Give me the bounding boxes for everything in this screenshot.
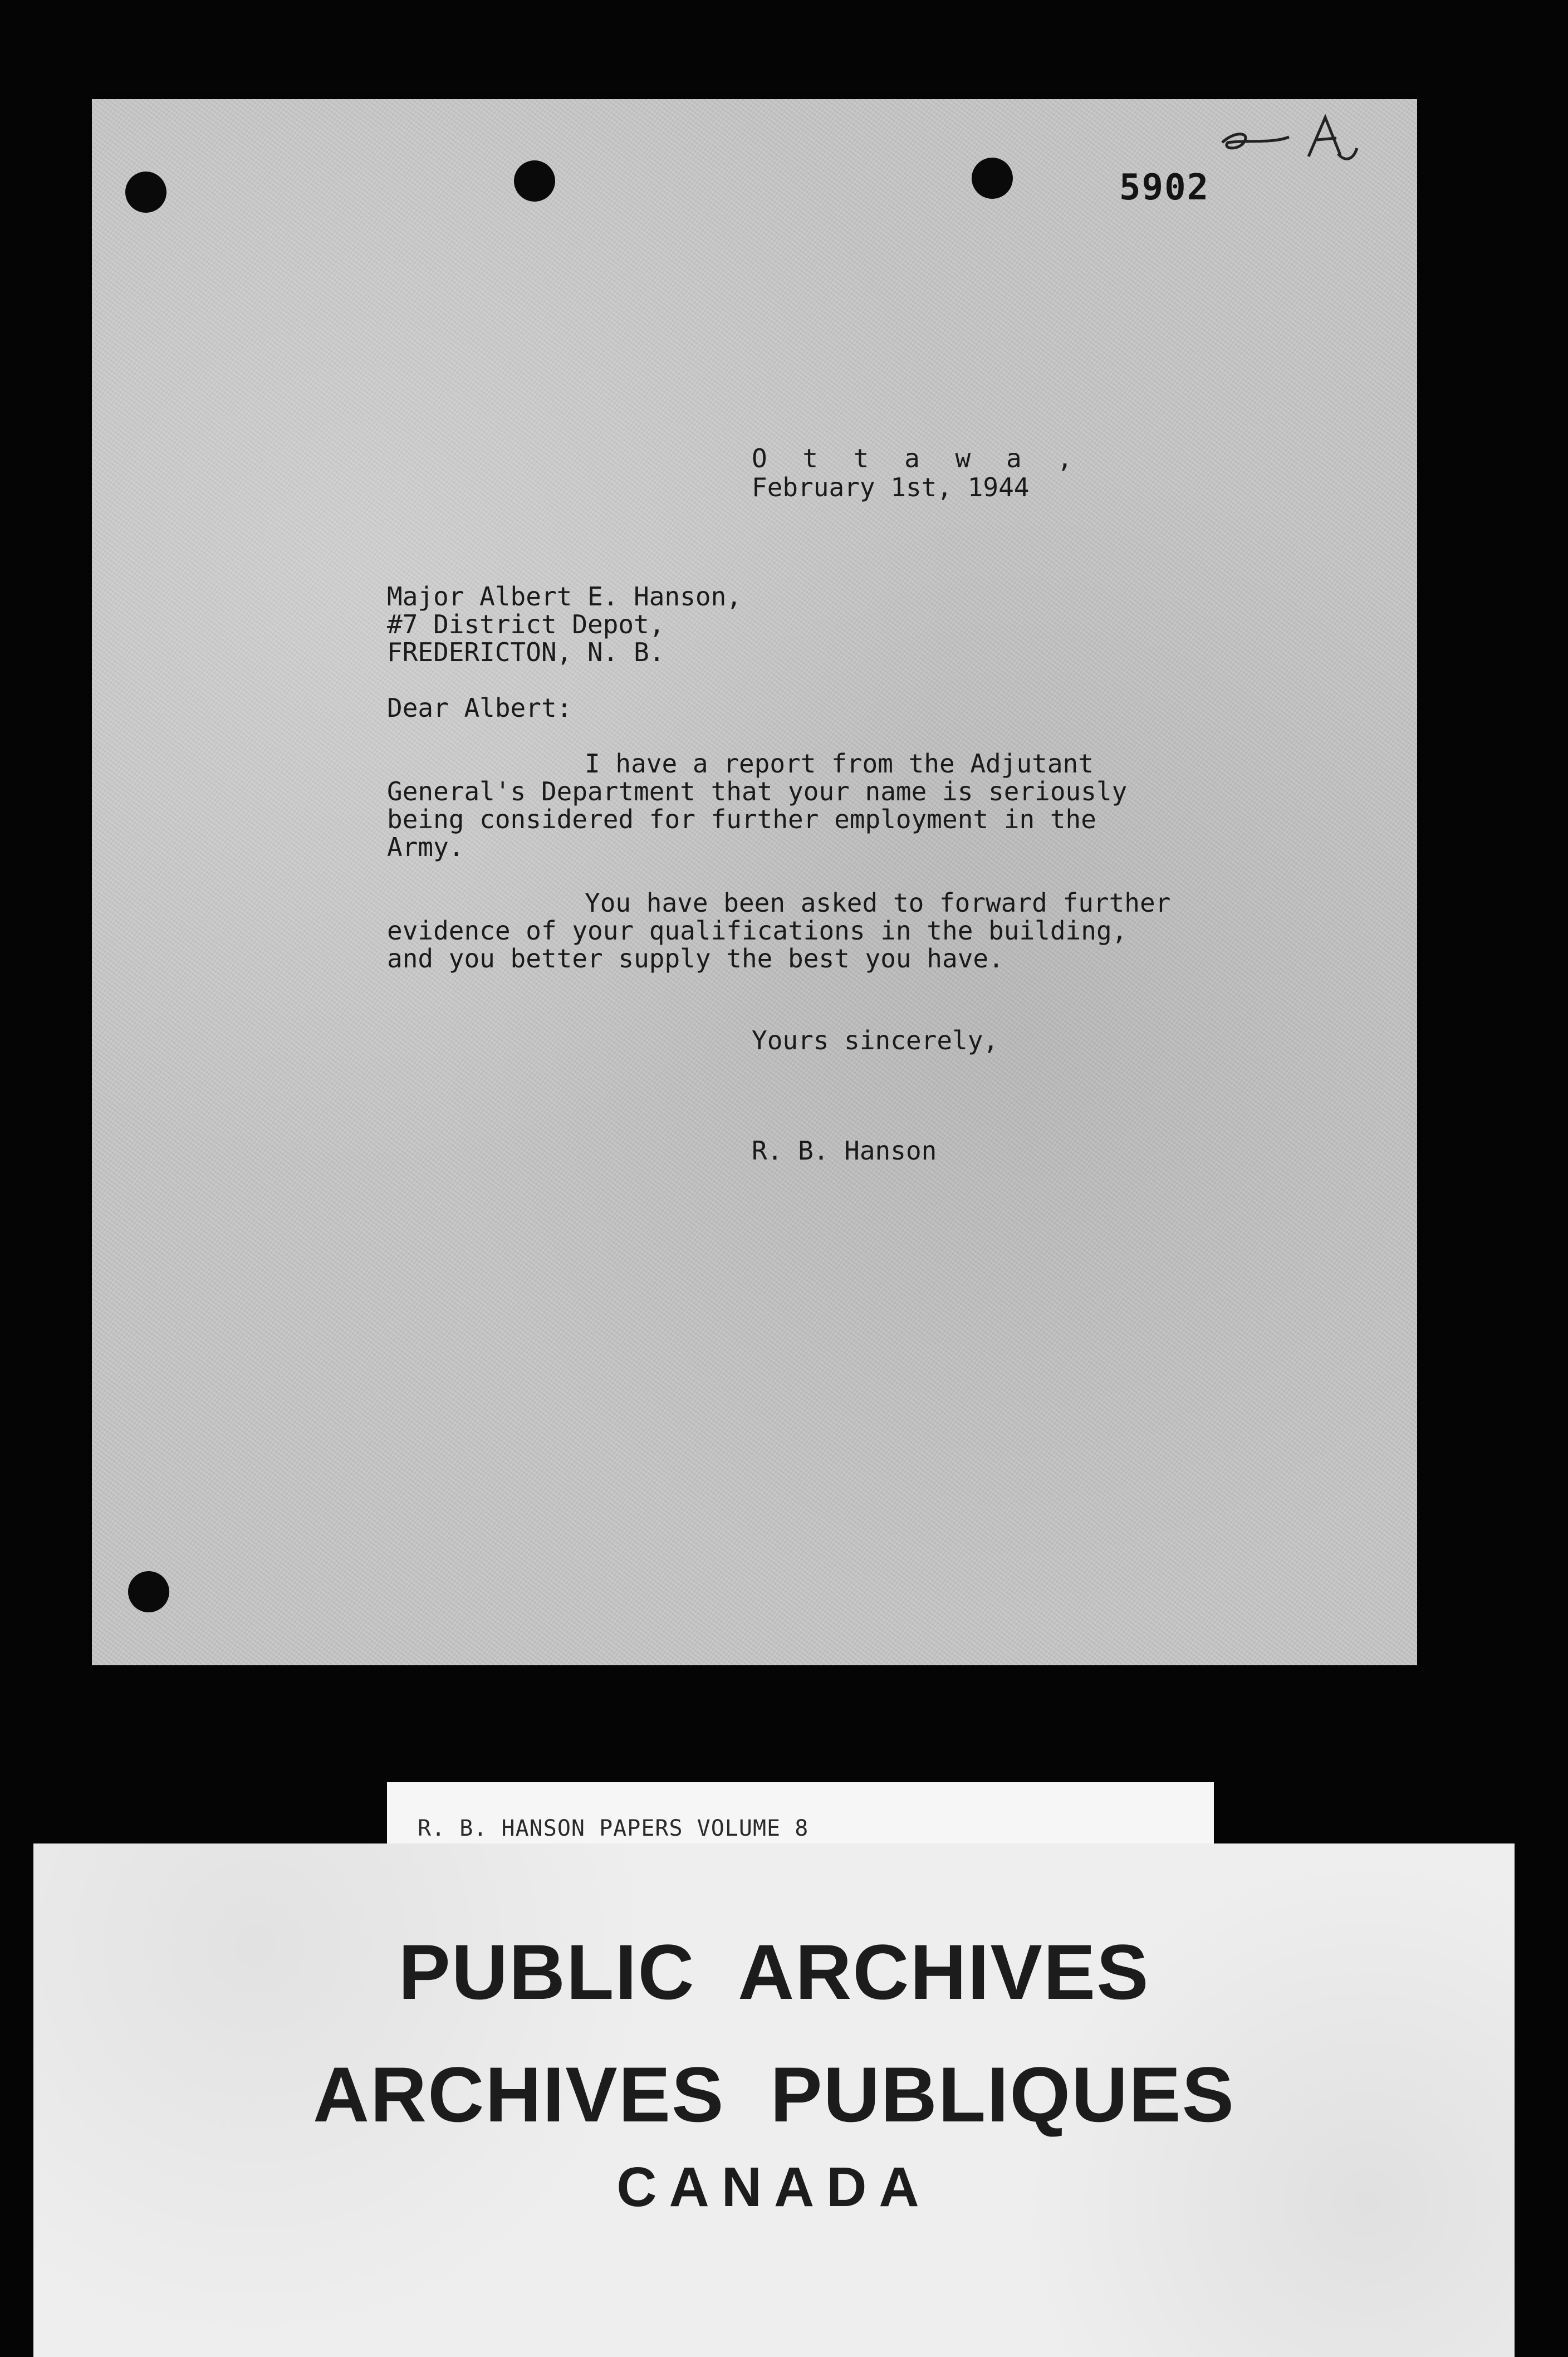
punch-hole — [125, 172, 166, 213]
letter-place: O t t a w a , — [752, 443, 1083, 473]
body-line: evidence of your qualifications in the building, — [387, 916, 1128, 946]
body-line: Army. — [387, 832, 464, 862]
body-line: I have a report from the Adjutant — [585, 749, 1094, 779]
recipient-depot: #7 District Depot, — [387, 609, 665, 639]
volume-label — [387, 1782, 1214, 1843]
body-line: being considered for further employment in the — [387, 804, 1096, 834]
closing: Yours sincerely, — [752, 1025, 999, 1055]
salutation: Dear Albert: — [387, 693, 572, 723]
archives-title-fr: ARCHIVES PUBLIQUES — [313, 2051, 1235, 2138]
body-line: and you better supply the best you have. — [387, 943, 1004, 974]
signature: R. B. Hanson — [752, 1136, 937, 1166]
archives-title-en: PUBLIC ARCHIVES — [398, 1928, 1150, 2016]
reference-number: 5902 — [1119, 167, 1210, 208]
archives-country: CANADA — [616, 2156, 932, 2218]
punch-hole — [514, 160, 555, 202]
letter-date: February 1st, 1944 — [752, 472, 1030, 502]
recipient-name: Major Albert E. Hanson, — [387, 581, 742, 612]
handwritten-mark-icon — [1211, 109, 1378, 170]
letter-sheet — [92, 99, 1417, 1665]
punch-hole — [128, 1571, 169, 1612]
punch-hole — [972, 158, 1013, 199]
archives-card — [33, 1843, 1515, 2357]
recipient-city: FREDERICTON, N. B. — [387, 637, 665, 667]
body-line: You have been asked to forward further — [585, 888, 1171, 918]
volume-label-text: R. B. HANSON PAPERS VOLUME 8 — [418, 1816, 809, 1841]
body-line: General's Department that your name is seriously — [387, 776, 1128, 806]
